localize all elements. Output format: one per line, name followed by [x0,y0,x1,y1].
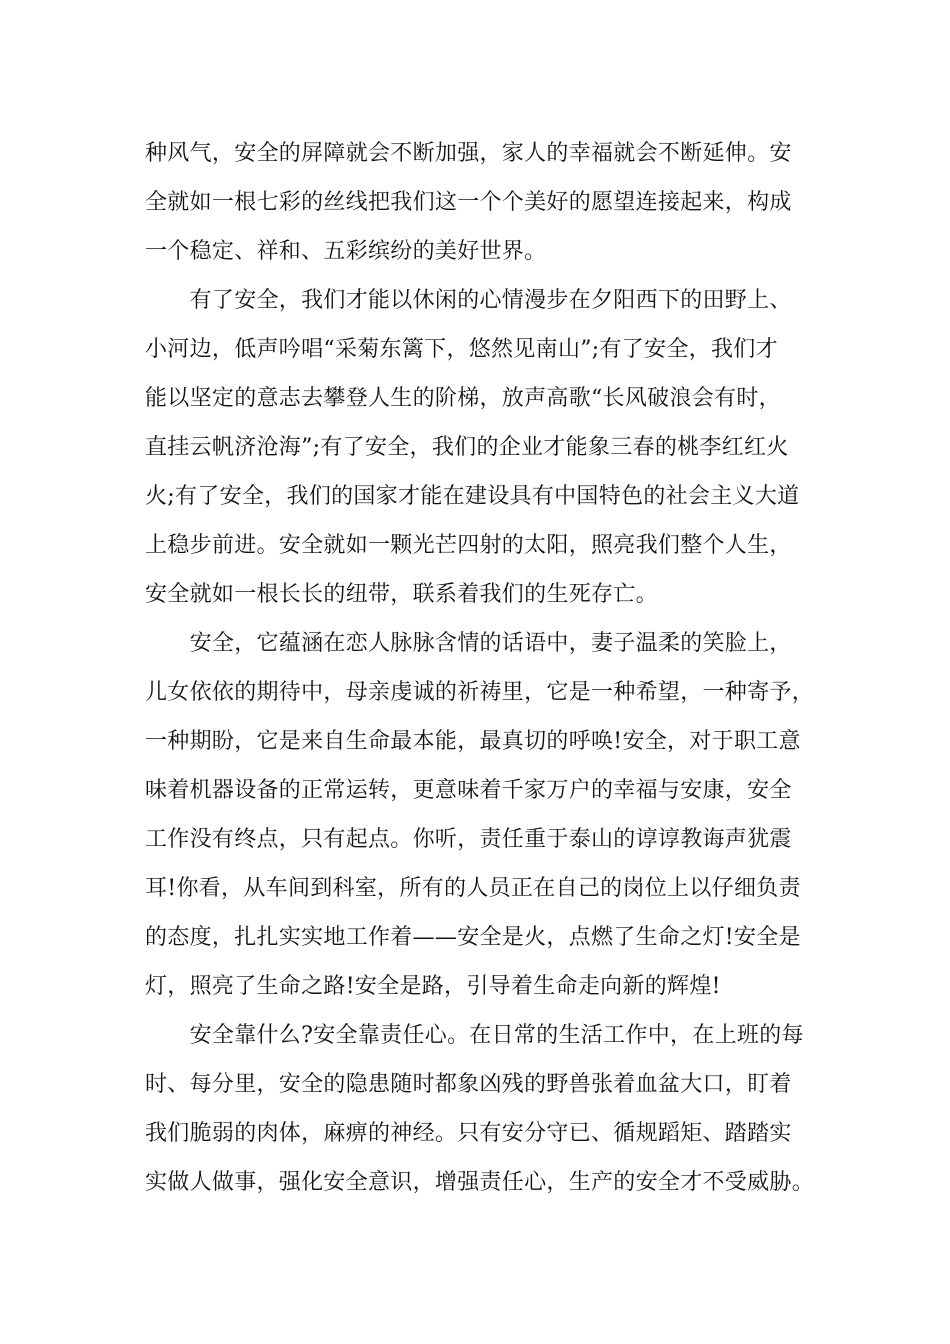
text-line: 耳!你看，从车间到科室，所有的人员正在自己的岗位上以仔细负责 [145,876,801,901]
text-line: 能以坚定的意志去攀登人生的阶梯，放声高歌“长风破浪会有时， [145,386,781,411]
text-line: 时、每分里，安全的隐患随时都象凶残的野兽张着血盆大口，盯着 [145,1072,792,1097]
text-line: 直挂云帆济沧海”;有了安全，我们的企业才能象三春的桃李红红火 [145,435,789,460]
text-line: 味着机器设备的正常运转，更意味着千家万户的幸福与安康，安全 [145,778,792,803]
text-line: 灯，照亮了生命之路!安全是路，引导着生命走向新的辉煌! [145,974,721,999]
paragraph-1 [145,129,825,276]
text-line: 小河边，低声吟唱“采菊东篱下，悠然见南山”;有了安全，我们才 [145,337,778,362]
text-line: 实做人做事，强化安全意识，增强责任心，生产的安全才不受威胁。 [145,1170,815,1195]
text-line: 一种期盼，它是来自生命最本能，最真切的呼唤!安全，对于职工意 [145,729,801,754]
text-line: 安全靠什么?安全靠责任心。在日常的生活工作中，在上班的每 [145,1023,804,1048]
text-line: 安全就如一根长长的纽带，联系着我们的生死存亡。 [145,582,658,607]
text-line: 有了安全，我们才能以休闲的心情漫步在夕阳西下的田野上、 [145,288,792,313]
text-line: 安全，它蕴涵在恋人脉脉含情的话语中，妻子温柔的笑脸上， [145,631,792,656]
paragraph-3 [145,619,825,1011]
text-line: 工作没有终点，只有起点。你听，责任重于泰山的谆谆教诲声犹震 [145,827,792,852]
paragraph-2 [145,276,825,619]
text-line: 上稳步前进。安全就如一颗光芒四射的太阳，照亮我们整个人生， [145,533,792,558]
paragraph-4 [145,1011,825,1207]
text-line: 我们脆弱的肉体，麻痹的神经。只有安分守已、循规蹈矩、踏踏实 [145,1121,792,1146]
text-line: 全就如一根七彩的丝线把我们这一个个美好的愿望连接起来，构成 [145,190,792,215]
text-line: 的态度，扎扎实实地工作着——安全是火，点燃了生命之灯!安全是 [145,925,801,950]
text-line: 儿女依依的期待中，母亲虔诚的祈祷里，它是一种希望，一种寄予， [145,680,815,705]
text-line: 火;有了安全，我们的国家才能在建设具有中国特色的社会主义大道 [145,484,800,509]
text-line: 一个稳定、祥和、五彩缤纷的美好世界。 [145,239,547,264]
document-body [145,129,825,1207]
text-line: 种风气，安全的屏障就会不断加强，家人的幸福就会不断延伸。安 [145,141,792,166]
